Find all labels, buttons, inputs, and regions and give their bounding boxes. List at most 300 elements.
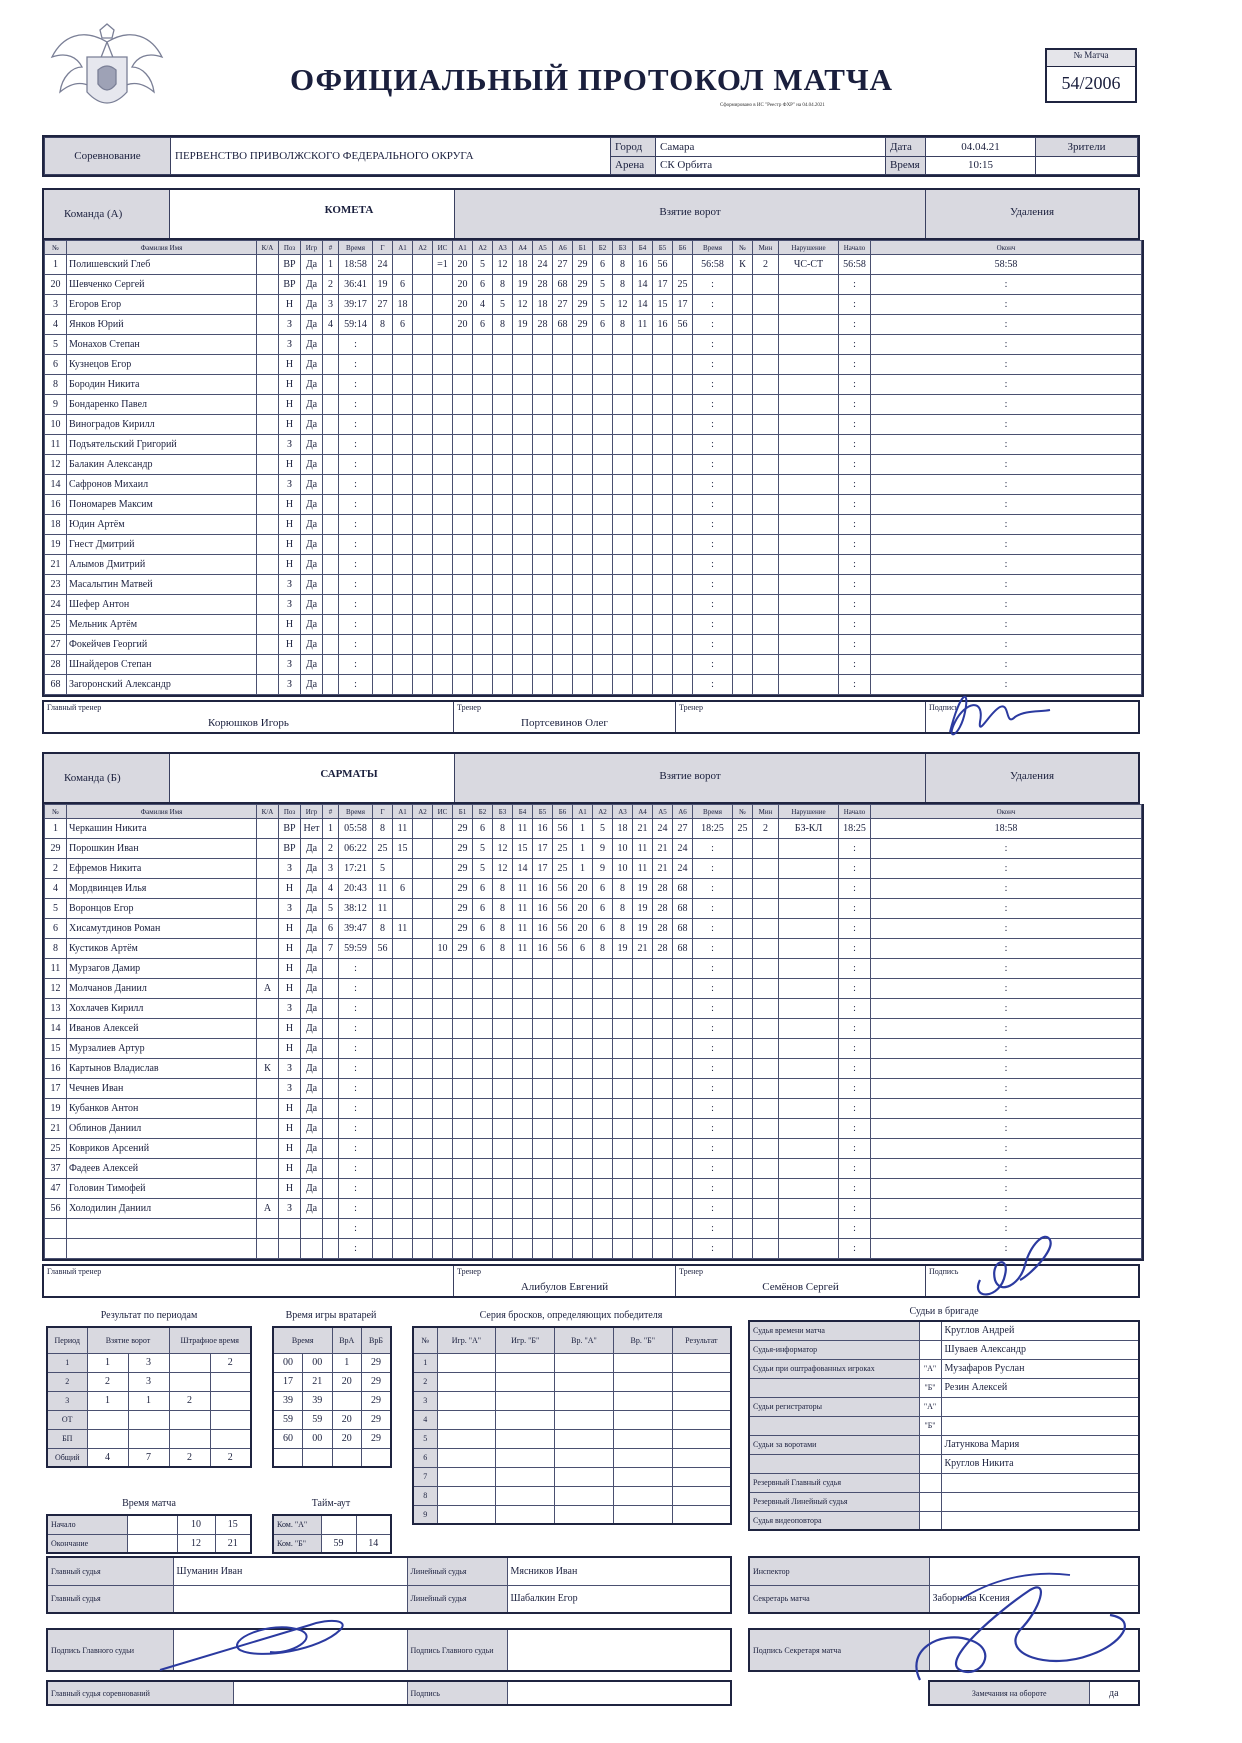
player-played: Да bbox=[301, 595, 323, 615]
player-captain bbox=[257, 675, 279, 695]
goalie-header-time: Время bbox=[273, 1327, 332, 1353]
timeout-b-min: 59 bbox=[321, 1534, 356, 1553]
penalty-time-sec: 58 bbox=[713, 259, 724, 270]
on-ice-player: 10 bbox=[613, 859, 633, 879]
player-row: 20 Шевченко Сергей ВР Да 2 36:41 19 6 20 6 8 19 28 68 29 5 8 14 17 25 : : : bbox=[45, 275, 1142, 295]
time-value: 10:15 bbox=[926, 156, 1036, 175]
goalie-time-table bbox=[272, 1326, 392, 1468]
goal-time: 36:41 bbox=[339, 275, 373, 295]
player-position: З bbox=[279, 315, 301, 335]
period-goals-a: 4 bbox=[87, 1448, 128, 1467]
inspector-table bbox=[748, 1556, 1140, 1614]
player-name: Гнест Дмитрий bbox=[67, 535, 257, 555]
on-ice-player: 11 bbox=[513, 899, 533, 919]
player-played: Да bbox=[301, 475, 323, 495]
referees-sign-table bbox=[46, 1628, 732, 1672]
header-pen-end: Оконч bbox=[871, 805, 1142, 819]
penalty-reason: ЧС-СТ bbox=[779, 255, 839, 275]
goal-time: 59:59 bbox=[339, 939, 373, 959]
on-ice-player: 5 bbox=[593, 275, 613, 295]
goal-time-min: 05 bbox=[344, 823, 355, 834]
header-slot: Б2 bbox=[473, 805, 493, 819]
goal-assist-2 bbox=[413, 879, 433, 899]
on-ice-player: 68 bbox=[673, 939, 693, 959]
on-ice-player: 19 bbox=[613, 939, 633, 959]
penalty-minutes: 2 bbox=[753, 255, 779, 275]
player-captain bbox=[257, 899, 279, 919]
chief-referee-table bbox=[46, 1680, 732, 1706]
header-name: Фамилия Имя bbox=[67, 241, 257, 255]
on-ice-player: 17 bbox=[653, 275, 673, 295]
periods-header-period: Период bbox=[47, 1327, 87, 1353]
player-captain: А bbox=[257, 979, 279, 999]
goal-number: 1 bbox=[323, 819, 339, 839]
player-row: 15 Мурзалиев Артур Н Да : : : : bbox=[45, 1039, 1142, 1059]
player-played: Да bbox=[301, 999, 323, 1019]
official-tag: "Б" bbox=[919, 1416, 941, 1435]
goal-time-sec: 58 bbox=[356, 823, 367, 834]
team-b-trainer-label: Тренер bbox=[457, 1267, 481, 1276]
player-row: 17 Чечнев Иван З Да : : : : bbox=[45, 1079, 1142, 1099]
player-played: Да bbox=[301, 395, 323, 415]
player-captain bbox=[257, 879, 279, 899]
player-row: : : : : bbox=[45, 1219, 1142, 1239]
player-position: З bbox=[279, 1199, 301, 1219]
on-ice-player: 8 bbox=[493, 879, 513, 899]
timeout-a-label: Ком. "А" bbox=[273, 1515, 321, 1534]
player-name: Масалытин Матвей bbox=[67, 575, 257, 595]
player-number: 17 bbox=[45, 1079, 67, 1099]
header-ig: ИС bbox=[433, 241, 453, 255]
player-played: Да bbox=[301, 859, 323, 879]
penalty-end: 58:58 bbox=[871, 255, 1142, 275]
player-row: 19 Кубанков Антон Н Да : : : : bbox=[45, 1099, 1142, 1119]
goalie-b bbox=[362, 1448, 392, 1467]
on-ice-player: 27 bbox=[553, 255, 573, 275]
player-name: Бондаренко Павел bbox=[67, 395, 257, 415]
player-position: Н bbox=[279, 939, 301, 959]
player-captain bbox=[257, 1179, 279, 1199]
arena-value: СК Орбита bbox=[656, 156, 886, 175]
goal-assist-1: 6 bbox=[393, 275, 413, 295]
player-captain bbox=[257, 555, 279, 575]
periods-header-goals: Взятие ворот bbox=[87, 1327, 169, 1353]
on-ice-player: 17 bbox=[533, 859, 553, 879]
header-pos: Поз bbox=[279, 805, 301, 819]
team-a-name: КОМЕТА bbox=[324, 204, 374, 216]
player-position: З bbox=[279, 435, 301, 455]
player-captain bbox=[257, 535, 279, 555]
on-ice-player: 28 bbox=[533, 315, 553, 335]
on-ice-player: 11 bbox=[513, 919, 533, 939]
player-position: З bbox=[279, 475, 301, 495]
header-g: Г bbox=[373, 805, 393, 819]
player-name: Полишевский Глеб bbox=[67, 255, 257, 275]
on-ice-player: 6 bbox=[573, 939, 593, 959]
player-row: 24 Шефер Антон З Да : : : : bbox=[45, 595, 1142, 615]
goal-scorer: 8 bbox=[373, 819, 393, 839]
goalie-time-min: 00 bbox=[273, 1353, 303, 1372]
document-title: ОФИЦИАЛЬНЫЙ ПРОТОКОЛ МАТЧА bbox=[290, 62, 894, 97]
official-tag: "А" bbox=[919, 1397, 941, 1416]
on-ice-player: 16 bbox=[533, 899, 553, 919]
goalie-row bbox=[273, 1391, 391, 1410]
player-row: 6 Хисамутдинов Роман Н Да 6 39:47 8 11 29 6 8 11 16 56 20 6 8 19 28 68 : : : bbox=[45, 919, 1142, 939]
official-name bbox=[941, 1511, 1139, 1530]
periods-header-penalties: Штрафное время bbox=[169, 1327, 251, 1353]
player-row: 16 Картынов Владислав К З Да : : : : bbox=[45, 1059, 1142, 1079]
shootout-number: 8 bbox=[413, 1486, 437, 1505]
on-ice-player: 6 bbox=[593, 899, 613, 919]
goal-scorer: 8 bbox=[373, 315, 393, 335]
player-name: Кустиков Артём bbox=[67, 939, 257, 959]
on-ice-player: 28 bbox=[653, 879, 673, 899]
goalie-time-min: 39 bbox=[273, 1391, 303, 1410]
period-name: 1 bbox=[47, 1353, 87, 1372]
player-played: Да bbox=[301, 675, 323, 695]
player-name: Мурзагов Дамир bbox=[67, 959, 257, 979]
penalty-time: 56:58 bbox=[693, 255, 733, 275]
player-number: 16 bbox=[45, 1059, 67, 1079]
goal-scorer: 5 bbox=[373, 859, 393, 879]
goal-time-min: 39 bbox=[344, 923, 355, 934]
player-row: 29 Порошкин Иван ВР Да 2 06:22 25 15 29 5 12 15 17 25 1 9 10 11 21 24 : : : bbox=[45, 839, 1142, 859]
secretary-sign-table bbox=[748, 1628, 1140, 1672]
player-name: Кузнецов Егор bbox=[67, 355, 257, 375]
penalty-start-sec: 25 bbox=[855, 823, 866, 834]
line-referee-2-label: Линейный судья bbox=[407, 1585, 507, 1613]
goal-scorer: 8 bbox=[373, 919, 393, 939]
line-referee-1-label: Линейный судья bbox=[407, 1557, 507, 1585]
player-name: Фадеев Алексей bbox=[67, 1159, 257, 1179]
timeout-b-label: Ком. "Б" bbox=[273, 1534, 321, 1553]
player-row: 5 Монахов Степан З Да : : : : bbox=[45, 335, 1142, 355]
player-name: Юдин Артём bbox=[67, 515, 257, 535]
on-ice-player: 12 bbox=[493, 255, 513, 275]
player-played: Да bbox=[301, 1079, 323, 1099]
player-captain bbox=[257, 1039, 279, 1059]
goal-time: 39:17 bbox=[339, 295, 373, 315]
header-slot: А3 bbox=[493, 241, 513, 255]
timeout-table bbox=[272, 1514, 392, 1554]
goal-assist-2 bbox=[413, 275, 433, 295]
on-ice-player: 14 bbox=[513, 859, 533, 879]
player-number: 12 bbox=[45, 455, 67, 475]
player-played: Да bbox=[301, 919, 323, 939]
shootout-row bbox=[413, 1448, 731, 1467]
periods-table bbox=[46, 1326, 252, 1468]
penalty-reason: БЗ-КЛ bbox=[779, 819, 839, 839]
player-position: Н bbox=[279, 1179, 301, 1199]
header-pen-end: Оконч bbox=[871, 241, 1142, 255]
header-pen-start: Начало bbox=[839, 241, 871, 255]
player-row: 27 Фокейчев Георгий Н Да : : : : bbox=[45, 635, 1142, 655]
player-number: 21 bbox=[45, 1119, 67, 1139]
player-captain bbox=[257, 315, 279, 335]
goalie-a: 20 bbox=[332, 1410, 362, 1429]
main-referee-1: Шуманин Иван bbox=[173, 1557, 407, 1585]
goalie-b: 29 bbox=[362, 1391, 392, 1410]
on-ice-player: 11 bbox=[513, 879, 533, 899]
goalie-row bbox=[273, 1410, 391, 1429]
line-referee-1: Мясников Иван bbox=[507, 1557, 731, 1585]
shootout-title: Серия бросков, определяющих победителя bbox=[479, 1310, 663, 1321]
goal-time-min: 59 bbox=[344, 319, 355, 330]
player-number: 1 bbox=[45, 255, 67, 275]
period-pen-b bbox=[210, 1410, 251, 1429]
goalie-time-sec: 00 bbox=[303, 1353, 333, 1372]
header-pen-start: Начало bbox=[839, 805, 871, 819]
goal-assist-2 bbox=[413, 295, 433, 315]
player-number: 14 bbox=[45, 1019, 67, 1039]
player-name: Балакин Александр bbox=[67, 455, 257, 475]
player-position: Н bbox=[279, 1119, 301, 1139]
period-pen-a: 2 bbox=[169, 1448, 210, 1467]
player-position: ВР bbox=[279, 255, 301, 275]
player-row: 19 Гнест Дмитрий Н Да : : : : bbox=[45, 535, 1142, 555]
goal-assist-2 bbox=[413, 859, 433, 879]
player-captain: А bbox=[257, 1199, 279, 1219]
player-row: 56 Холодилин Даниил А З Да : : : : bbox=[45, 1199, 1142, 1219]
goal-time-sec: 21 bbox=[356, 863, 367, 874]
timeout-a-sec bbox=[356, 1515, 391, 1534]
goal-time-min: 17 bbox=[344, 863, 355, 874]
player-captain bbox=[257, 395, 279, 415]
goalie-time-sec: 59 bbox=[303, 1410, 333, 1429]
penalty-end-sec: 58 bbox=[1007, 259, 1018, 270]
player-name: Картынов Владислав bbox=[67, 1059, 257, 1079]
player-row bbox=[45, 255, 1142, 275]
header-a2: А2 bbox=[413, 241, 433, 255]
header-num: № bbox=[45, 805, 67, 819]
player-played: Да bbox=[301, 635, 323, 655]
on-ice-player: 20 bbox=[453, 315, 473, 335]
goal-time: 17:21 bbox=[339, 859, 373, 879]
goalie-time-sec: 00 bbox=[303, 1429, 333, 1448]
player-position: Н bbox=[279, 395, 301, 415]
on-ice-player: 5 bbox=[493, 295, 513, 315]
on-ice-player: 19 bbox=[633, 899, 653, 919]
header-slot: А2 bbox=[593, 805, 613, 819]
official-tag bbox=[919, 1340, 941, 1359]
shootout-row bbox=[413, 1429, 731, 1448]
on-ice-player: 8 bbox=[493, 939, 513, 959]
remarks-table bbox=[928, 1680, 1140, 1706]
player-position: Н bbox=[279, 879, 301, 899]
goal-time-min: 20 bbox=[344, 883, 355, 894]
goalie-row bbox=[273, 1448, 391, 1467]
header-a2: А2 bbox=[413, 805, 433, 819]
player-name: Холодилин Даниил bbox=[67, 1199, 257, 1219]
goal-time-min: 06 bbox=[344, 843, 355, 854]
player-played: Да bbox=[301, 1139, 323, 1159]
goal-number: 2 bbox=[323, 275, 339, 295]
player-captain bbox=[257, 295, 279, 315]
header-slot: Б5 bbox=[533, 805, 553, 819]
official-name: Музафаров Руслан bbox=[941, 1359, 1139, 1378]
goal-time-sec: 47 bbox=[356, 923, 367, 934]
on-ice-player: 5 bbox=[473, 839, 493, 859]
on-ice-player: 18 bbox=[533, 295, 553, 315]
periods-title: Результат по периодам bbox=[100, 1310, 198, 1321]
goal-time: 39:47 bbox=[339, 919, 373, 939]
period-row bbox=[47, 1353, 251, 1372]
player-name: Молчанов Даниил bbox=[67, 979, 257, 999]
on-ice-player: 68 bbox=[553, 275, 573, 295]
player-number: 2 bbox=[45, 859, 67, 879]
player-position: Н bbox=[279, 375, 301, 395]
player-number: 5 bbox=[45, 335, 67, 355]
header-slot: Б1 bbox=[453, 805, 473, 819]
on-ice-player: 24 bbox=[673, 839, 693, 859]
secretary-value: Заборнова Ксения bbox=[929, 1585, 1139, 1613]
header-goal_no: # bbox=[323, 805, 339, 819]
shootout-row bbox=[413, 1410, 731, 1429]
official-name: Шуваев Александр bbox=[941, 1340, 1139, 1359]
player-played: Да bbox=[301, 1199, 323, 1219]
header-g: Г bbox=[373, 241, 393, 255]
player-position: Н bbox=[279, 355, 301, 375]
player-number: 37 bbox=[45, 1159, 67, 1179]
header-pen-time: Время bbox=[693, 241, 733, 255]
player-name: Хисамутдинов Роман bbox=[67, 919, 257, 939]
player-row: 8 Бородин Никита Н Да : : : : bbox=[45, 375, 1142, 395]
player-row: 25 Мельник Артём Н Да : : : : bbox=[45, 615, 1142, 635]
player-name: Пономарев Максим bbox=[67, 495, 257, 515]
player-number: 6 bbox=[45, 919, 67, 939]
player-name: Загоронский Александр bbox=[67, 675, 257, 695]
player-row: 4 Мордвинцев Илья Н Да 4 20:43 11 6 29 6 8 11 16 56 20 6 8 19 28 68 : : : bbox=[45, 879, 1142, 899]
period-goals-b bbox=[128, 1429, 169, 1448]
on-ice-player: 16 bbox=[533, 939, 553, 959]
header-name: Фамилия Имя bbox=[67, 805, 257, 819]
on-ice-player: 29 bbox=[573, 275, 593, 295]
official-row bbox=[749, 1340, 1139, 1359]
match-end-minute: 21 bbox=[215, 1534, 251, 1553]
header-slot: А2 bbox=[473, 241, 493, 255]
player-captain bbox=[257, 1079, 279, 1099]
shootout-row bbox=[413, 1467, 731, 1486]
player-played: Да bbox=[301, 979, 323, 999]
player-played: Да bbox=[301, 315, 323, 335]
team-a-trainer: Портсевинов Олег bbox=[521, 717, 608, 729]
team-a-header bbox=[42, 188, 1140, 240]
player-name: Чечнев Иван bbox=[67, 1079, 257, 1099]
player-position: З bbox=[279, 999, 301, 1019]
city-value: Самара bbox=[656, 138, 886, 157]
header-pen-reason: Нарушение bbox=[779, 805, 839, 819]
player-captain bbox=[257, 1139, 279, 1159]
match-time-title: Время матча bbox=[122, 1498, 176, 1509]
official-name: Латункова Мария bbox=[941, 1435, 1139, 1454]
sign-secretary-label: Подпись Секретаря матча bbox=[749, 1629, 929, 1671]
period-goals-b: 3 bbox=[128, 1372, 169, 1391]
on-ice-player: 6 bbox=[593, 315, 613, 335]
on-ice-player: 20 bbox=[453, 275, 473, 295]
official-tag: "Б" bbox=[919, 1378, 941, 1397]
goalie-header-b: ВрБ bbox=[362, 1327, 392, 1353]
player-name: Мордвинцев Илья bbox=[67, 879, 257, 899]
on-ice-player: 29 bbox=[453, 839, 473, 859]
on-ice-player: 1 bbox=[573, 839, 593, 859]
goal-assist-2 bbox=[413, 819, 433, 839]
team-a-table bbox=[42, 240, 1144, 697]
player-captain bbox=[257, 839, 279, 859]
period-pen-a bbox=[169, 1410, 210, 1429]
on-ice-player: 19 bbox=[633, 879, 653, 899]
player-captain bbox=[257, 575, 279, 595]
shootout-row bbox=[413, 1372, 731, 1391]
player-row: 6 Кузнецов Егор Н Да : : : : bbox=[45, 355, 1142, 375]
player-number: 5 bbox=[45, 899, 67, 919]
player-row: 47 Головин Тимофей Н Да : : : : bbox=[45, 1179, 1142, 1199]
period-goals-b: 1 bbox=[128, 1391, 169, 1410]
goal-time-sec: 17 bbox=[356, 299, 367, 310]
official-tag bbox=[919, 1511, 941, 1530]
period-pen-a bbox=[169, 1372, 210, 1391]
period-row bbox=[47, 1429, 251, 1448]
period-name: 2 bbox=[47, 1372, 87, 1391]
goal-assist-2 bbox=[413, 255, 433, 275]
header-slot: Б3 bbox=[493, 805, 513, 819]
official-role bbox=[749, 1378, 919, 1397]
match-number-label: № Матча bbox=[1047, 50, 1135, 67]
player-row: 14 Сафронов Михаил З Да : : : : bbox=[45, 475, 1142, 495]
shootout-number: 5 bbox=[413, 1429, 437, 1448]
goal-assist-1: 15 bbox=[393, 839, 413, 859]
player-position: З bbox=[279, 1079, 301, 1099]
player-played: Да bbox=[301, 1099, 323, 1119]
player-position: Н bbox=[279, 535, 301, 555]
player-name: Мурзалиев Артур bbox=[67, 1039, 257, 1059]
goalie-a bbox=[332, 1391, 362, 1410]
player-played: Да bbox=[301, 295, 323, 315]
on-ice-player: 15 bbox=[653, 295, 673, 315]
player-name: Мельник Артём bbox=[67, 615, 257, 635]
goal-number: 5 bbox=[323, 899, 339, 919]
on-ice-player: 12 bbox=[513, 295, 533, 315]
sign-main-referee-label: Подпись Главного судьи bbox=[47, 1629, 173, 1671]
match-end-hour: 12 bbox=[177, 1534, 215, 1553]
on-ice-player: 6 bbox=[473, 879, 493, 899]
goalie-header-a: ВрА bbox=[332, 1327, 362, 1353]
player-captain bbox=[257, 515, 279, 535]
team-a-sign-label: Подпись bbox=[929, 703, 959, 712]
player-row: : : : : bbox=[45, 1239, 1142, 1259]
official-name bbox=[941, 1416, 1139, 1435]
player-played: Да bbox=[301, 655, 323, 675]
on-ice-player: 56 bbox=[673, 315, 693, 335]
on-ice-player: 19 bbox=[513, 275, 533, 295]
on-ice-player: 6 bbox=[473, 919, 493, 939]
penalty-end-min: 18 bbox=[994, 823, 1005, 834]
official-role: Судьи при оштрафованных игроках bbox=[749, 1359, 919, 1378]
on-ice-player: 24 bbox=[533, 255, 553, 275]
penalty-player: 25 bbox=[733, 819, 753, 839]
on-ice-player: 9 bbox=[593, 859, 613, 879]
goal-situation bbox=[433, 275, 453, 295]
timeout-a-min bbox=[321, 1515, 356, 1534]
player-number: 8 bbox=[45, 375, 67, 395]
header-pen-min: Мин bbox=[753, 241, 779, 255]
remarks-value: да bbox=[1089, 1681, 1139, 1705]
shootout-number: 6 bbox=[413, 1448, 437, 1467]
on-ice-player: 19 bbox=[633, 919, 653, 939]
on-ice-player: 11 bbox=[633, 859, 653, 879]
player-position: Н bbox=[279, 979, 301, 999]
on-ice-player: 6 bbox=[473, 819, 493, 839]
player-name: Воронцов Егор bbox=[67, 899, 257, 919]
